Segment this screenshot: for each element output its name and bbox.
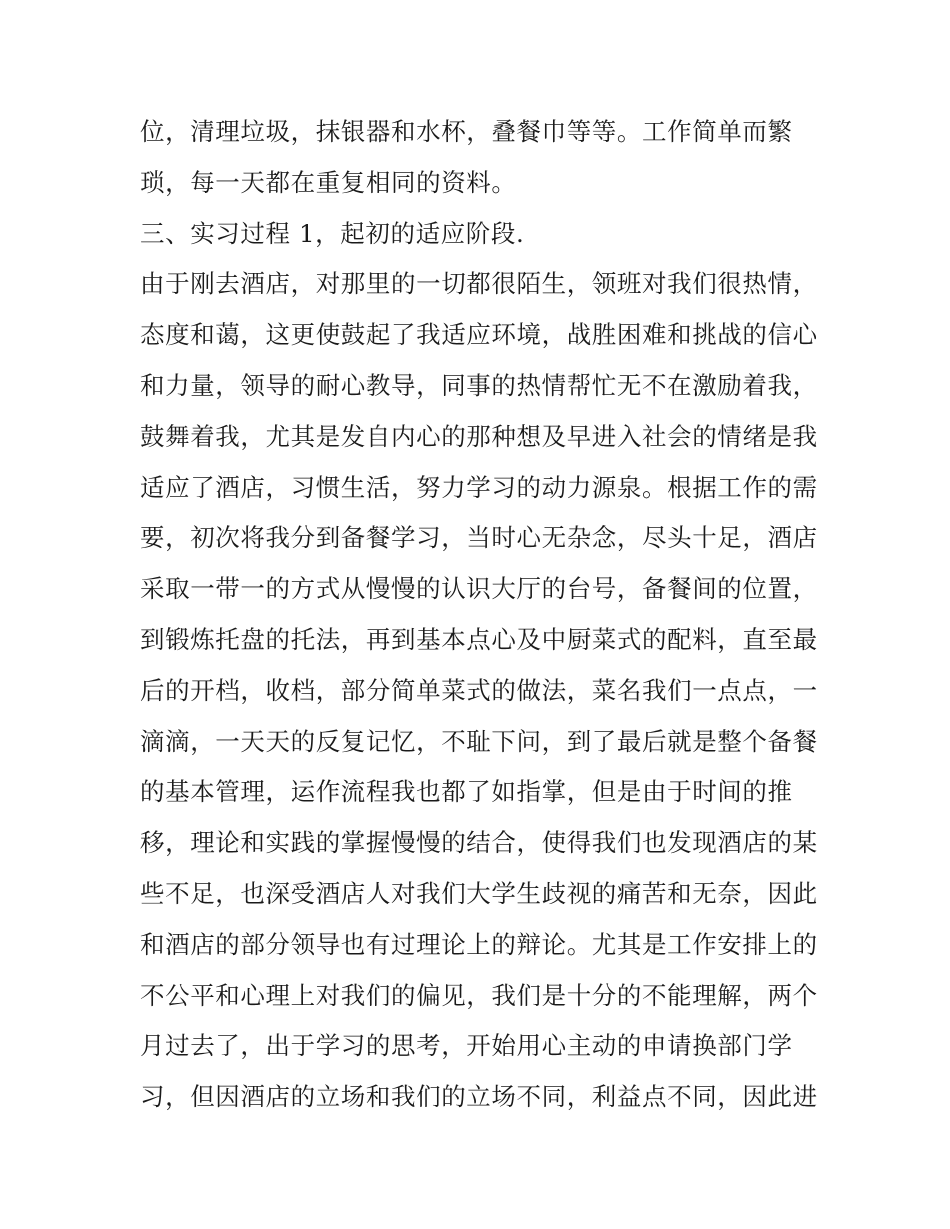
text-line: 后的开档，收档，部分简单菜式的做法，菜名我们一点点，一	[140, 675, 818, 705]
section-heading: 三、实习过程 1，起初的适应阶段.	[140, 218, 525, 248]
text-line: 采取一带一的方式从慢慢的认识大厅的台号，备餐间的位置，	[140, 574, 818, 604]
text-line: 移，理论和实践的掌握慢慢的结合，使得我们也发现酒店的某	[140, 828, 818, 858]
text-line: 不公平和心理上对我们的偏见，我们是十分的不能理解，两个	[140, 980, 818, 1010]
text-line: 些不足，也深受酒店人对我们大学生歧视的痛苦和无奈，因此	[140, 878, 818, 908]
text-line: 月过去了，出于学习的思考，开始用心主动的申请换部门学	[140, 1031, 793, 1061]
text-line: 适应了酒店，习惯生活，努力学习的动力源泉。根据工作的需	[140, 472, 818, 502]
text-line: 习，但因酒店的立场和我们的立场不同，利益点不同，因此进	[140, 1082, 818, 1112]
text-line: 位，清理垃圾，抹银器和水杯，叠餐巾等等。工作简单而繁	[140, 117, 793, 146]
body-text	[140, 107, 830, 1123]
text-line: 要，初次将我分到备餐学习，当时心无杂念，尽头十足，酒店	[140, 523, 818, 553]
text-line: 和酒店的部分领导也有过理论上的辩论。尤其是工作安排上的	[140, 929, 818, 959]
text-line: 态度和蔼，这更使鼓起了我适应环境，战胜困难和挑战的信心	[140, 320, 818, 350]
text-line: 的基本管理，运作流程我也都了如指掌，但是由于时间的推	[140, 777, 793, 807]
text-line: 琐，每一天都在重复相同的资料。	[140, 167, 517, 197]
text-line: 滴滴，一天天的反复记忆，不耻下问，到了最后就是整个备餐	[140, 726, 818, 756]
text-line: 由于刚去酒店，对那里的一切都很陌生，领班对我们很热情，	[140, 269, 818, 299]
text-line: 到锻炼托盘的托法，再到基本点心及中厨菜式的配料，直至最	[140, 624, 818, 654]
text-line: 和力量，领导的耐心教导，同事的热情帮忙无不在激励着我，	[140, 370, 818, 400]
text-line: 鼓舞着我，尤其是发自内心的那种想及早进入社会的情绪是我	[140, 421, 818, 451]
